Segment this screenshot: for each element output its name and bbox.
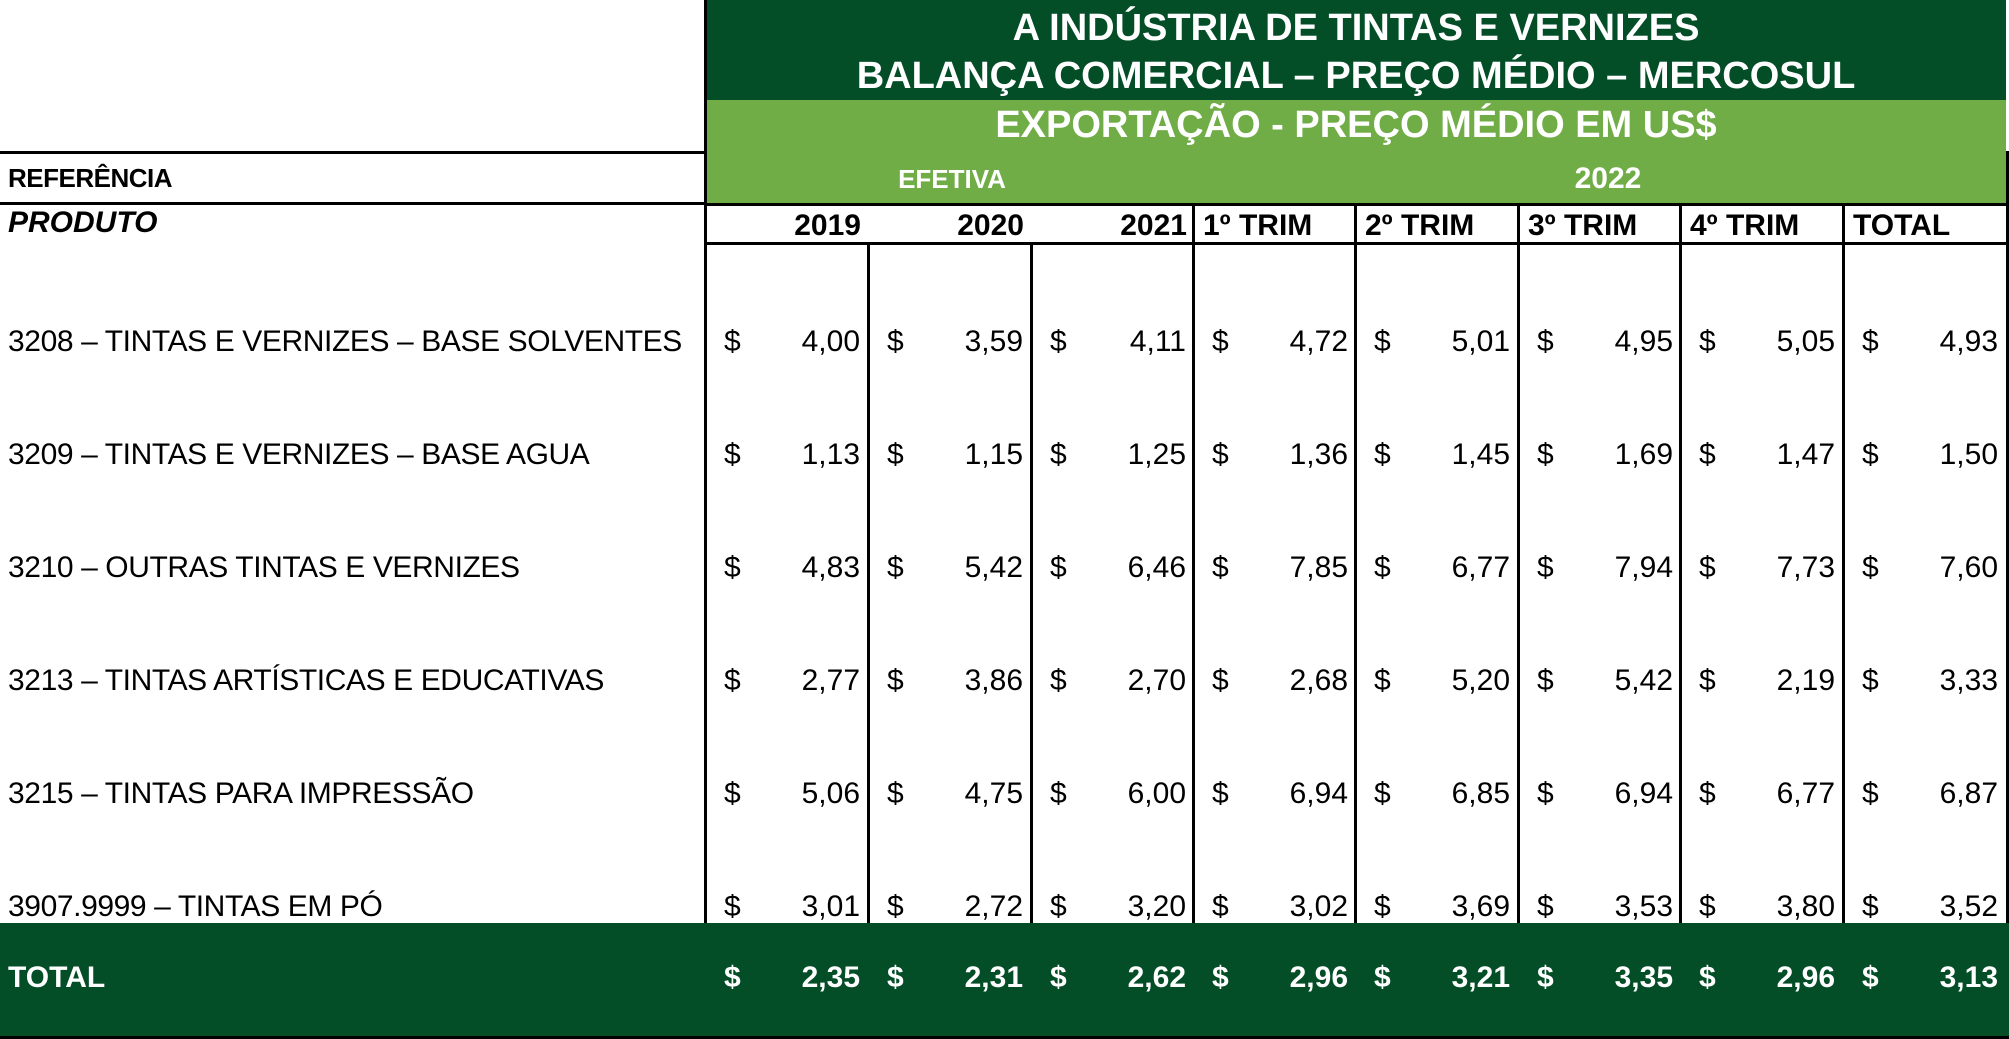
currency-symbol: $	[724, 890, 741, 923]
price-value: 1,13	[801, 438, 860, 471]
price-value: 2,96	[1776, 961, 1835, 994]
product-name: 3210 – OUTRAS TINTAS E VERNIZES	[8, 551, 520, 584]
column-header: TOTAL	[1853, 209, 1951, 242]
price-value: 3,53	[1614, 890, 1673, 923]
currency-symbol: $	[1374, 890, 1391, 923]
currency-symbol: $	[1699, 777, 1716, 810]
column-header: 4º TRIM	[1690, 209, 1800, 242]
currency-symbol: $	[1212, 664, 1229, 697]
currency-symbol: $	[1374, 438, 1391, 471]
currency-symbol: $	[887, 664, 904, 697]
referencia-label: REFERÊNCIA	[0, 151, 712, 205]
price-value: 3,21	[1451, 961, 1510, 994]
price-value: 1,69	[1614, 438, 1673, 471]
price-value: 3,01	[801, 890, 860, 923]
price-value: 6,00	[1127, 777, 1186, 810]
currency-symbol: $	[887, 438, 904, 471]
currency-symbol: $	[1699, 438, 1716, 471]
price-value: 2,68	[1289, 664, 1348, 697]
product-name: 3213 – TINTAS ARTÍSTICAS E EDUCATIVAS	[8, 664, 604, 697]
currency-symbol: $	[1212, 325, 1229, 358]
price-value: 5,20	[1451, 664, 1510, 697]
currency-symbol: $	[724, 664, 741, 697]
column-header-row	[0, 203, 2009, 245]
currency-symbol: $	[1212, 551, 1229, 584]
currency-symbol: $	[1862, 664, 1879, 697]
column-header: 2021	[1120, 209, 1187, 242]
price-value: 4,72	[1289, 325, 1348, 358]
price-value: 3,20	[1127, 890, 1186, 923]
currency-symbol: $	[1374, 664, 1391, 697]
currency-symbol: $	[724, 961, 741, 994]
price-value: 3,35	[1614, 961, 1673, 994]
currency-symbol: $	[1212, 890, 1229, 923]
price-value: 5,42	[964, 551, 1023, 584]
price-value: 4,93	[1939, 325, 1998, 358]
price-value: 2,72	[964, 890, 1023, 923]
product-name: 3208 – TINTAS E VERNIZES – BASE SOLVENTES	[8, 325, 682, 358]
price-value: 4,83	[801, 551, 860, 584]
price-value: 1,25	[1127, 438, 1186, 471]
table-row	[0, 549, 2009, 589]
price-value: 1,36	[1289, 438, 1348, 471]
currency-symbol: $	[1537, 961, 1554, 994]
currency-symbol: $	[1699, 961, 1716, 994]
price-value: 6,94	[1289, 777, 1348, 810]
currency-symbol: $	[1050, 325, 1067, 358]
price-value: 4,95	[1614, 325, 1673, 358]
currency-symbol: $	[1374, 777, 1391, 810]
currency-symbol: $	[1212, 961, 1229, 994]
currency-symbol: $	[1537, 551, 1554, 584]
column-header: 2020	[957, 209, 1024, 242]
price-value: 2,77	[801, 664, 860, 697]
price-value: 5,42	[1614, 664, 1673, 697]
currency-symbol: $	[1374, 551, 1391, 584]
price-value: 6,46	[1127, 551, 1186, 584]
efetiva-label: EFETIVA	[898, 164, 1006, 194]
price-value: 7,85	[1289, 551, 1348, 584]
currency-symbol: $	[1050, 664, 1067, 697]
produto-label: PRODUTO	[8, 206, 158, 239]
price-value: 5,01	[1451, 325, 1510, 358]
price-value: 5,06	[801, 777, 860, 810]
price-value: 2,19	[1776, 664, 1835, 697]
currency-symbol: $	[1862, 325, 1879, 358]
year-label: 2022	[1574, 162, 1642, 195]
subtitle-band: EXPORTAÇÃO - PREÇO MÉDIO EM US$	[706, 100, 2006, 151]
table-row	[0, 323, 2009, 363]
price-value: 2,35	[801, 961, 860, 994]
price-value: 2,96	[1289, 961, 1348, 994]
price-value: 3,80	[1776, 890, 1835, 923]
column-header: 3º TRIM	[1528, 209, 1638, 242]
currency-symbol: $	[724, 438, 741, 471]
currency-symbol: $	[1212, 438, 1229, 471]
currency-symbol: $	[1374, 961, 1391, 994]
reference-row	[0, 151, 2009, 203]
table-row	[0, 775, 2009, 815]
currency-symbol: $	[1050, 438, 1067, 471]
price-value: 3,86	[964, 664, 1023, 697]
price-value: 2,62	[1127, 961, 1186, 994]
column-divider	[704, 0, 707, 1039]
price-value: 3,33	[1939, 664, 1998, 697]
currency-symbol: $	[1050, 961, 1067, 994]
currency-symbol: $	[1050, 777, 1067, 810]
total-row	[0, 923, 2009, 1036]
price-value: 6,85	[1451, 777, 1510, 810]
currency-symbol: $	[1212, 777, 1229, 810]
currency-symbol: $	[724, 777, 741, 810]
price-value: 6,77	[1776, 777, 1835, 810]
column-header: 1º TRIM	[1203, 209, 1313, 242]
price-value: 3,52	[1939, 890, 1998, 923]
currency-symbol: $	[887, 325, 904, 358]
price-value: 3,13	[1939, 961, 1998, 994]
total-label: TOTAL	[8, 961, 106, 994]
price-value: 4,11	[1129, 325, 1186, 358]
currency-symbol: $	[1374, 325, 1391, 358]
table-row	[0, 662, 2009, 702]
price-value: 2,31	[964, 961, 1023, 994]
period-header	[706, 151, 2006, 203]
title-line-1: A INDÚSTRIA DE TINTAS E VERNIZES	[1012, 7, 1700, 49]
currency-symbol: $	[887, 961, 904, 994]
price-value: 5,05	[1776, 325, 1835, 358]
table-row	[0, 888, 2009, 928]
currency-symbol: $	[1050, 890, 1067, 923]
column-header: 2º TRIM	[1365, 209, 1475, 242]
price-value: 1,15	[964, 438, 1023, 471]
price-value: 3,02	[1289, 890, 1348, 923]
currency-symbol: $	[1862, 551, 1879, 584]
price-value: 3,69	[1451, 890, 1510, 923]
currency-symbol: $	[887, 777, 904, 810]
currency-symbol: $	[1862, 777, 1879, 810]
currency-symbol: $	[1537, 438, 1554, 471]
price-value: 4,00	[801, 325, 860, 358]
currency-symbol: $	[1537, 890, 1554, 923]
price-value: 6,87	[1939, 777, 1998, 810]
currency-symbol: $	[1537, 777, 1554, 810]
price-value: 6,94	[1614, 777, 1673, 810]
currency-symbol: $	[887, 551, 904, 584]
currency-symbol: $	[1699, 664, 1716, 697]
title-band	[706, 0, 2006, 100]
currency-symbol: $	[1699, 325, 1716, 358]
price-value: 6,77	[1451, 551, 1510, 584]
price-value: 7,60	[1939, 551, 1998, 584]
currency-symbol: $	[1699, 551, 1716, 584]
price-value: 3,59	[964, 325, 1023, 358]
currency-symbol: $	[1699, 890, 1716, 923]
title-line-2: BALANÇA COMERCIAL – PREÇO MÉDIO – MERCOSUL	[856, 55, 1856, 97]
currency-symbol: $	[1862, 438, 1879, 471]
currency-symbol: $	[1050, 551, 1067, 584]
currency-symbol: $	[1537, 664, 1554, 697]
product-name: 3907.9999 – TINTAS EM PÓ	[8, 890, 383, 923]
price-value: 1,47	[1776, 438, 1835, 471]
column-header: 2019	[794, 209, 861, 242]
table-row	[0, 436, 2009, 476]
product-name: 3215 – TINTAS PARA IMPRESSÃO	[8, 777, 474, 810]
currency-symbol: $	[1862, 890, 1879, 923]
currency-symbol: $	[724, 551, 741, 584]
currency-symbol: $	[724, 325, 741, 358]
product-name: 3209 – TINTAS E VERNIZES – BASE AGUA	[8, 438, 590, 471]
price-value: 4,75	[964, 777, 1023, 810]
price-value: 1,50	[1939, 438, 1998, 471]
price-value: 7,73	[1776, 551, 1835, 584]
currency-symbol: $	[1862, 961, 1879, 994]
currency-symbol: $	[887, 890, 904, 923]
currency-symbol: $	[1537, 325, 1554, 358]
price-value: 7,94	[1614, 551, 1673, 584]
price-value: 1,45	[1451, 438, 1510, 471]
price-value: 2,70	[1127, 664, 1186, 697]
